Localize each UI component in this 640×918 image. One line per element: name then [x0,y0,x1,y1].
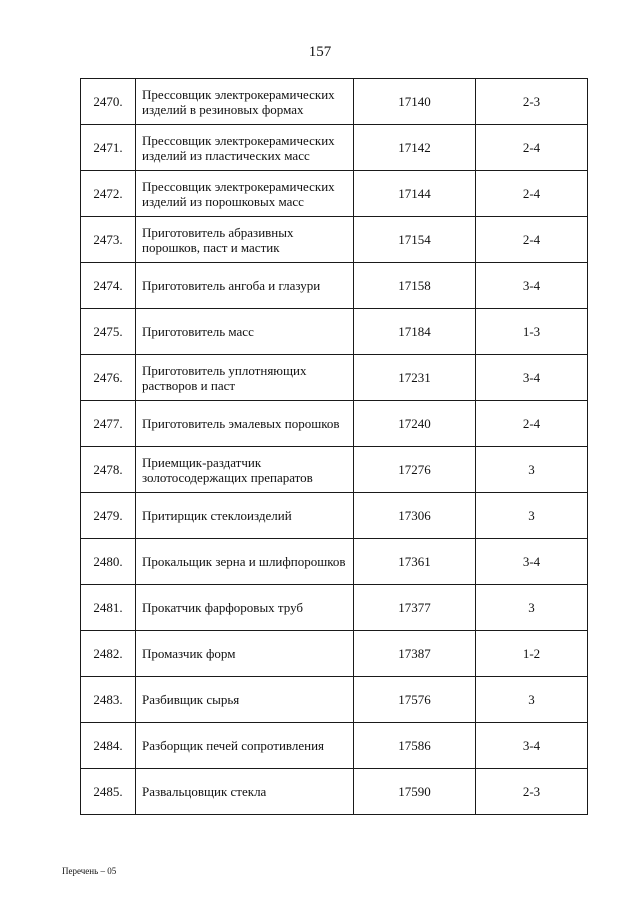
profession-code: 17586 [354,723,476,769]
row-number: 2477. [81,401,136,447]
grade-range: 2-3 [476,769,588,815]
row-number: 2474. [81,263,136,309]
profession-name: Притирщик стеклоизделий [136,493,354,539]
grade-range: 3 [476,447,588,493]
table-row [81,309,588,355]
grade-range: 1-3 [476,309,588,355]
profession-code: 17142 [354,125,476,171]
profession-name: Прессовщик электрокерамических изделий в резиновых формах [136,79,354,125]
table-row [81,171,588,217]
table-row [81,447,588,493]
profession-name: Прокатчик фарфоровых труб [136,585,354,631]
table-row [81,769,588,815]
grade-range: 2-4 [476,171,588,217]
table-row [81,493,588,539]
table-row [81,585,588,631]
row-number: 2482. [81,631,136,677]
row-number: 2473. [81,217,136,263]
profession-code: 17158 [354,263,476,309]
profession-code: 17240 [354,401,476,447]
profession-code: 17144 [354,171,476,217]
grade-range: 1-2 [476,631,588,677]
row-number: 2480. [81,539,136,585]
row-number: 2484. [81,723,136,769]
grade-range: 3-4 [476,539,588,585]
row-number: 2475. [81,309,136,355]
grade-range: 2-4 [476,125,588,171]
profession-name: Прессовщик электрокерамических изделий из порошковых масс [136,171,354,217]
profession-name: Развальцовщик стекла [136,769,354,815]
profession-code: 17590 [354,769,476,815]
profession-name: Промазчик форм [136,631,354,677]
row-number: 2476. [81,355,136,401]
table-row [81,125,588,171]
grade-range: 3 [476,585,588,631]
row-number: 2481. [81,585,136,631]
row-number: 2472. [81,171,136,217]
profession-code: 17154 [354,217,476,263]
table-row [81,401,588,447]
profession-code: 17184 [354,309,476,355]
profession-name: Приготовитель эмалевых порошков [136,401,354,447]
row-number: 2478. [81,447,136,493]
profession-name: Разбивщик сырья [136,677,354,723]
grade-range: 2-4 [476,401,588,447]
profession-code: 17377 [354,585,476,631]
grade-range: 3-4 [476,263,588,309]
grade-range: 3 [476,677,588,723]
professions-table [80,78,588,815]
profession-name: Прокальщик зерна и шлифпорошков [136,539,354,585]
profession-name: Приготовитель уплотняющих растворов и паст [136,355,354,401]
table-row [81,677,588,723]
table-row [81,539,588,585]
profession-code: 17387 [354,631,476,677]
profession-code: 17361 [354,539,476,585]
grade-range: 2-4 [476,217,588,263]
grade-range: 3 [476,493,588,539]
row-number: 2483. [81,677,136,723]
row-number: 2471. [81,125,136,171]
profession-name: Разборщик печей сопротивления [136,723,354,769]
row-number: 2485. [81,769,136,815]
profession-code: 17576 [354,677,476,723]
table-row [81,355,588,401]
grade-range: 2-3 [476,79,588,125]
profession-name: Приготовитель ангоба и глазури [136,263,354,309]
table-row [81,263,588,309]
table-row [81,217,588,263]
row-number: 2479. [81,493,136,539]
table-row [81,723,588,769]
profession-name: Приготовитель абразивных порошков, паст и мастик [136,217,354,263]
footer-label: Перечень – 05 [62,866,117,876]
table-body [81,79,588,815]
profession-name: Приемщик-раздатчик золотосодержащих препаратов [136,447,354,493]
table-row [81,79,588,125]
profession-code: 17276 [354,447,476,493]
profession-code: 17140 [354,79,476,125]
row-number: 2470. [81,79,136,125]
page-number: 157 [308,44,332,60]
profession-name: Прессовщик электрокерамических изделий из пластических масс [136,125,354,171]
table-row [81,631,588,677]
grade-range: 3-4 [476,355,588,401]
grade-range: 3-4 [476,723,588,769]
profession-code: 17231 [354,355,476,401]
profession-name: Приготовитель масс [136,309,354,355]
profession-code: 17306 [354,493,476,539]
